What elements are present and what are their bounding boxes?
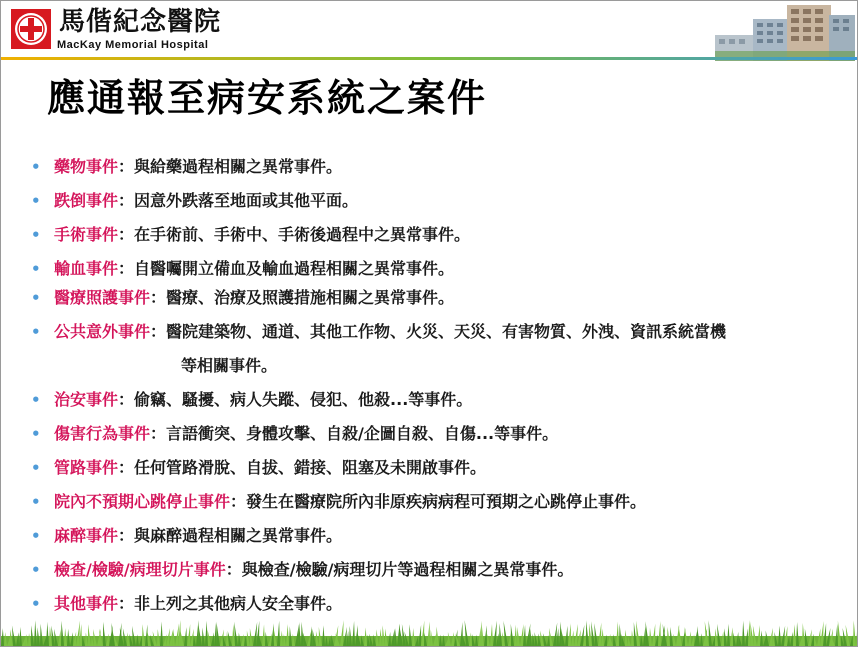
event-line — [54, 525, 342, 547]
bullet-icon: • — [31, 493, 41, 511]
event-description: 與麻醉過程相關之異常事件。 — [134, 526, 343, 545]
event-description: 在手術前、手術中、手術後過程中之異常事件。 — [134, 225, 471, 244]
event-term: 公共意外事件 — [54, 322, 151, 341]
bullet-icon: • — [31, 289, 41, 307]
header-divider — [1, 57, 857, 60]
event-description: 與檢查/檢驗/病理切片等過程相關之異常事件。 — [241, 560, 574, 579]
event-term: 檢查/檢驗/病理切片事件 — [54, 560, 226, 579]
event-separator: ： — [118, 157, 135, 176]
event-term: 其他事件 — [54, 594, 119, 613]
event-separator: ： — [225, 560, 242, 579]
mackay-cross-emblem-icon — [11, 9, 51, 49]
event-line — [54, 287, 454, 309]
event-line — [54, 593, 342, 615]
grass-footer-decoration — [1, 616, 857, 646]
bullet-icon: • — [31, 391, 41, 409]
event-line — [54, 321, 726, 343]
bullet-icon: • — [31, 595, 41, 613]
event-term: 傷害行為事件 — [54, 424, 151, 443]
event-description: 發生在醫療院所內非原疾病病程可預期之心跳停止事件。 — [246, 492, 647, 511]
bullet-icon: • — [31, 226, 41, 244]
event-description: 言語衝突、身體攻擊、自殺/企圖自殺、自傷...等事件。 — [166, 424, 559, 443]
event-line — [54, 156, 342, 178]
event-term: 手術事件 — [54, 225, 119, 244]
event-description: 因意外跌落至地面或其他平面。 — [134, 191, 359, 210]
logo-chinese-name: 馬偕紀念醫院 — [59, 7, 222, 37]
event-line — [54, 389, 472, 411]
event-term: 管路事件 — [54, 458, 119, 477]
event-line — [54, 457, 486, 479]
event-line — [54, 224, 470, 246]
bullet-icon: • — [31, 260, 41, 278]
event-description: 非上列之其他病人安全事件。 — [134, 594, 343, 613]
page-title: 應通報至病安系統之案件 — [47, 76, 488, 120]
event-line — [54, 559, 573, 581]
event-separator: ： — [118, 526, 135, 545]
bullet-icon: • — [31, 425, 41, 443]
event-description: 自醫囑開立備血及輸血過程相關之異常事件。 — [134, 259, 455, 278]
event-term: 跌倒事件 — [54, 191, 119, 210]
event-separator: ： — [150, 424, 167, 443]
event-line — [54, 258, 454, 280]
event-separator: ： — [150, 288, 167, 307]
bullet-icon: • — [31, 459, 41, 477]
event-description-continued: 等相關事件。 — [181, 356, 278, 375]
event-separator: ： — [118, 259, 135, 278]
hospital-logo — [11, 7, 231, 55]
hospital-building-icon — [715, 1, 855, 61]
event-term: 輸血事件 — [54, 259, 119, 278]
event-description: 醫院建築物、通道、其他工作物、火災、天災、有害物質、外洩、資訊系統當機 — [166, 322, 727, 341]
event-separator: ： — [150, 322, 167, 341]
event-term: 藥物事件 — [54, 157, 119, 176]
bullet-icon: • — [31, 527, 41, 545]
event-separator: ： — [118, 458, 135, 477]
bullet-icon: • — [31, 158, 41, 176]
event-description: 與給藥過程相關之異常事件。 — [134, 157, 343, 176]
bullet-icon: • — [31, 323, 41, 341]
event-separator: ： — [118, 191, 135, 210]
logo-english-name: MacKay Memorial Hospital — [57, 39, 209, 51]
event-term: 醫療照護事件 — [54, 288, 151, 307]
event-separator: ： — [118, 594, 135, 613]
event-line — [54, 190, 358, 212]
bullet-icon: • — [31, 192, 41, 210]
event-line — [54, 491, 646, 513]
event-term: 治安事件 — [54, 390, 119, 409]
event-separator: ： — [118, 225, 135, 244]
event-description: 偷竊、騷擾、病人失蹤、侵犯、他殺...等事件。 — [134, 390, 473, 409]
event-description: 醫療、治療及照護措施相關之異常事件。 — [166, 288, 455, 307]
event-description: 任何管路滑脫、自拔、錯接、阻塞及未開啟事件。 — [134, 458, 487, 477]
event-term: 麻醉事件 — [54, 526, 119, 545]
event-line — [54, 423, 558, 445]
event-term: 院內不預期心跳停止事件 — [54, 492, 231, 511]
event-separator: ： — [118, 390, 135, 409]
event-separator: ： — [230, 492, 247, 511]
bullet-icon: • — [31, 561, 41, 579]
